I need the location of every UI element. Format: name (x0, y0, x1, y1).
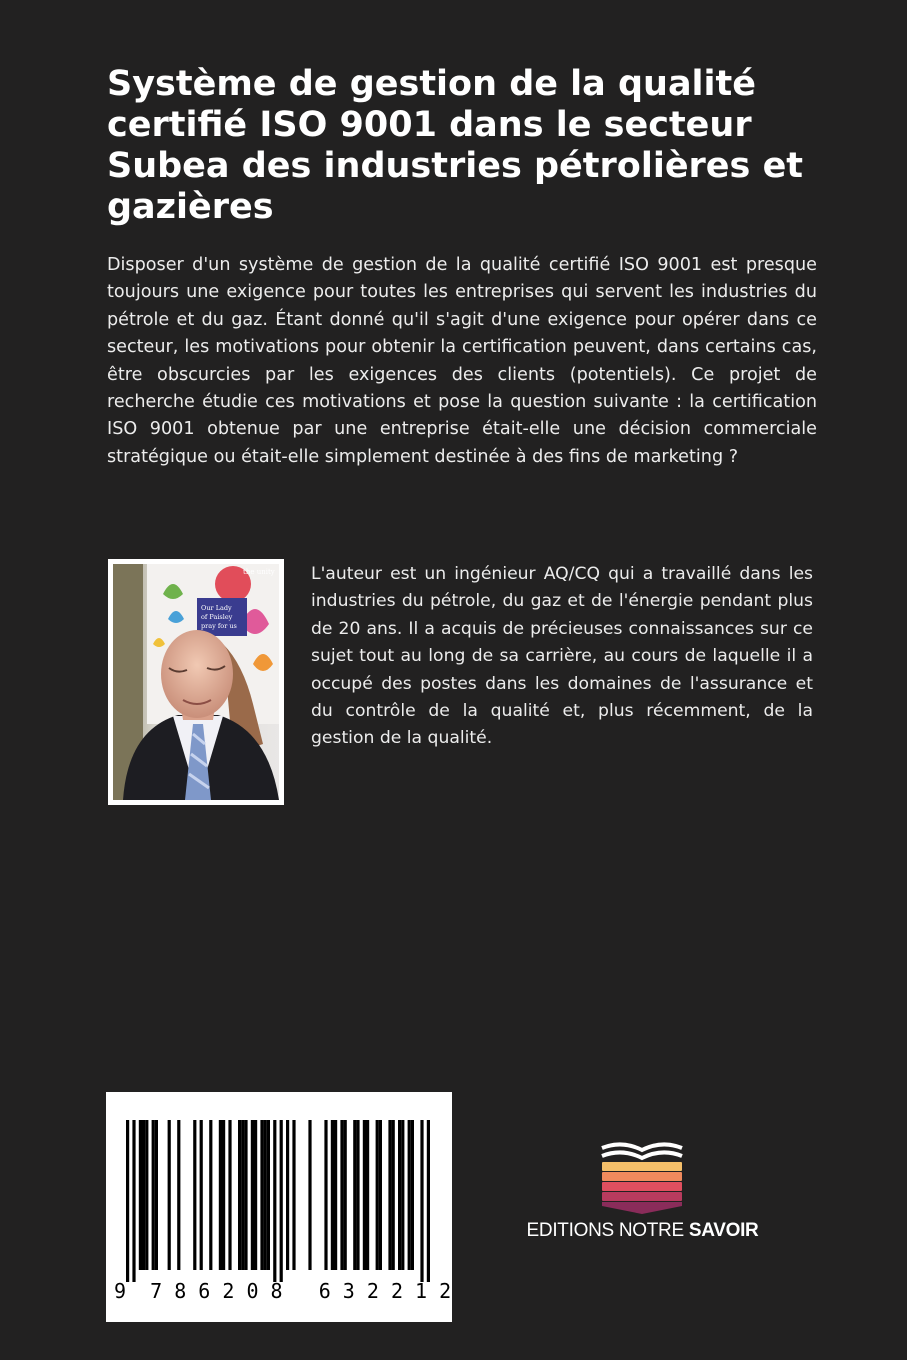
barcode-bar (411, 1120, 414, 1270)
barcode-bar (241, 1120, 244, 1270)
barcode-bar (264, 1120, 267, 1270)
barcode-bar (155, 1120, 158, 1270)
barcode-bar (401, 1120, 404, 1270)
barcode-bar (356, 1120, 359, 1270)
barcode-bar (142, 1120, 145, 1270)
barcode-bar (193, 1120, 196, 1270)
author-bio: L'auteur est un ingénieur AQ/CQ qui a travaillé dans les industries du pétrole, du gaz et de l'énergie pendant plus de 20 ans. Il a acquis de précieuses connaissances sur ce sujet tout au long de sa carrière, au cours de laquelle il a occupé des postes dans les domaines de l'assurance et du contrôle de la qualité et, plus récemment, de la gestion de la qualité. (311, 564, 813, 749)
barcode-bar (392, 1120, 395, 1270)
publisher-name-regular: EDITIONS NOTRE (526, 1220, 689, 1241)
barcode-bar (222, 1120, 225, 1270)
barcode-bar (168, 1120, 171, 1270)
barcode-bar (260, 1120, 263, 1270)
barcode-bar (228, 1120, 231, 1270)
barcode-bar (340, 1120, 343, 1270)
barcode-bar (244, 1120, 247, 1270)
barcode-bar (251, 1120, 254, 1270)
poster-text-1: the unity (243, 568, 275, 576)
barcode-bar (126, 1120, 129, 1282)
barcode-bar (273, 1120, 276, 1282)
publisher-logo (520, 1138, 765, 1248)
barcode-bar (152, 1120, 155, 1270)
barcode-bar (219, 1120, 222, 1270)
barcode-bar (139, 1120, 142, 1270)
isbn-barcode (106, 1092, 452, 1322)
barcode-bar (209, 1120, 212, 1270)
barcode-bar (379, 1120, 382, 1270)
barcode-bar (308, 1120, 311, 1270)
book-title: Système de gestion de la qualité certifié ISO 9001 dans le secteur Subea des industries pétrolières et gazières (107, 64, 804, 227)
barcode-bar (132, 1120, 135, 1282)
barcode-bar (254, 1120, 257, 1270)
barcode-bar (388, 1120, 391, 1270)
barcode-bar (280, 1120, 283, 1282)
barcode-bar (363, 1120, 366, 1270)
barcode-bar (420, 1120, 423, 1282)
book-blurb: Disposer d'un système de gestion de la qualité certifié ISO 9001 est presque toujours une exigence pour toutes les entreprises qui servent les industries du pétrole et du gaz. Étant donné qu'il s'agit d'une exigence pour opérer dans ce secteur, les motivations pour obtenir la certification peuvent, dans certains cas, être obscurcies par les exigences des clients (potentiels). Ce projet de recherche étudie ces motivations et pose la question suivante : la certification ISO 9001 obtenue par une entreprise était-elle une décision commerciale stratégique ou était-elle simplement destinée à des fins de marketing ? (107, 255, 817, 467)
book-stack-icon (596, 1138, 688, 1216)
barcode-digits: 9 7 8 6 2 0 8 6 3 2 2 1 2 (114, 1279, 452, 1303)
barcode-bar (398, 1120, 401, 1270)
barcode-bar (238, 1120, 241, 1270)
poster-text-3: of Paisley (201, 613, 233, 621)
author-photo (108, 559, 284, 805)
barcode-bar (145, 1120, 148, 1270)
publisher-name-bold: SAVOIR (688, 1220, 759, 1241)
barcode-bar (353, 1120, 356, 1270)
barcode-bar (200, 1120, 203, 1270)
barcode-bar (376, 1120, 379, 1270)
publisher-name (520, 1220, 765, 1242)
poster-text-4: pray for us (201, 622, 237, 630)
barcode-bar (427, 1120, 430, 1282)
poster-text-2: Our Lady (201, 604, 232, 612)
barcode-bar (331, 1120, 334, 1270)
barcode-bars (106, 1092, 452, 1282)
barcode-bar (324, 1120, 327, 1270)
barcode-bar (267, 1120, 270, 1270)
barcode-bar (292, 1120, 295, 1270)
author-portrait-image (113, 564, 279, 800)
barcode-bar (334, 1120, 337, 1270)
barcode-bar (286, 1120, 289, 1270)
barcode-bar (177, 1120, 180, 1270)
barcode-bar (408, 1120, 411, 1270)
barcode-bar (344, 1120, 347, 1270)
barcode-bar (366, 1120, 369, 1270)
